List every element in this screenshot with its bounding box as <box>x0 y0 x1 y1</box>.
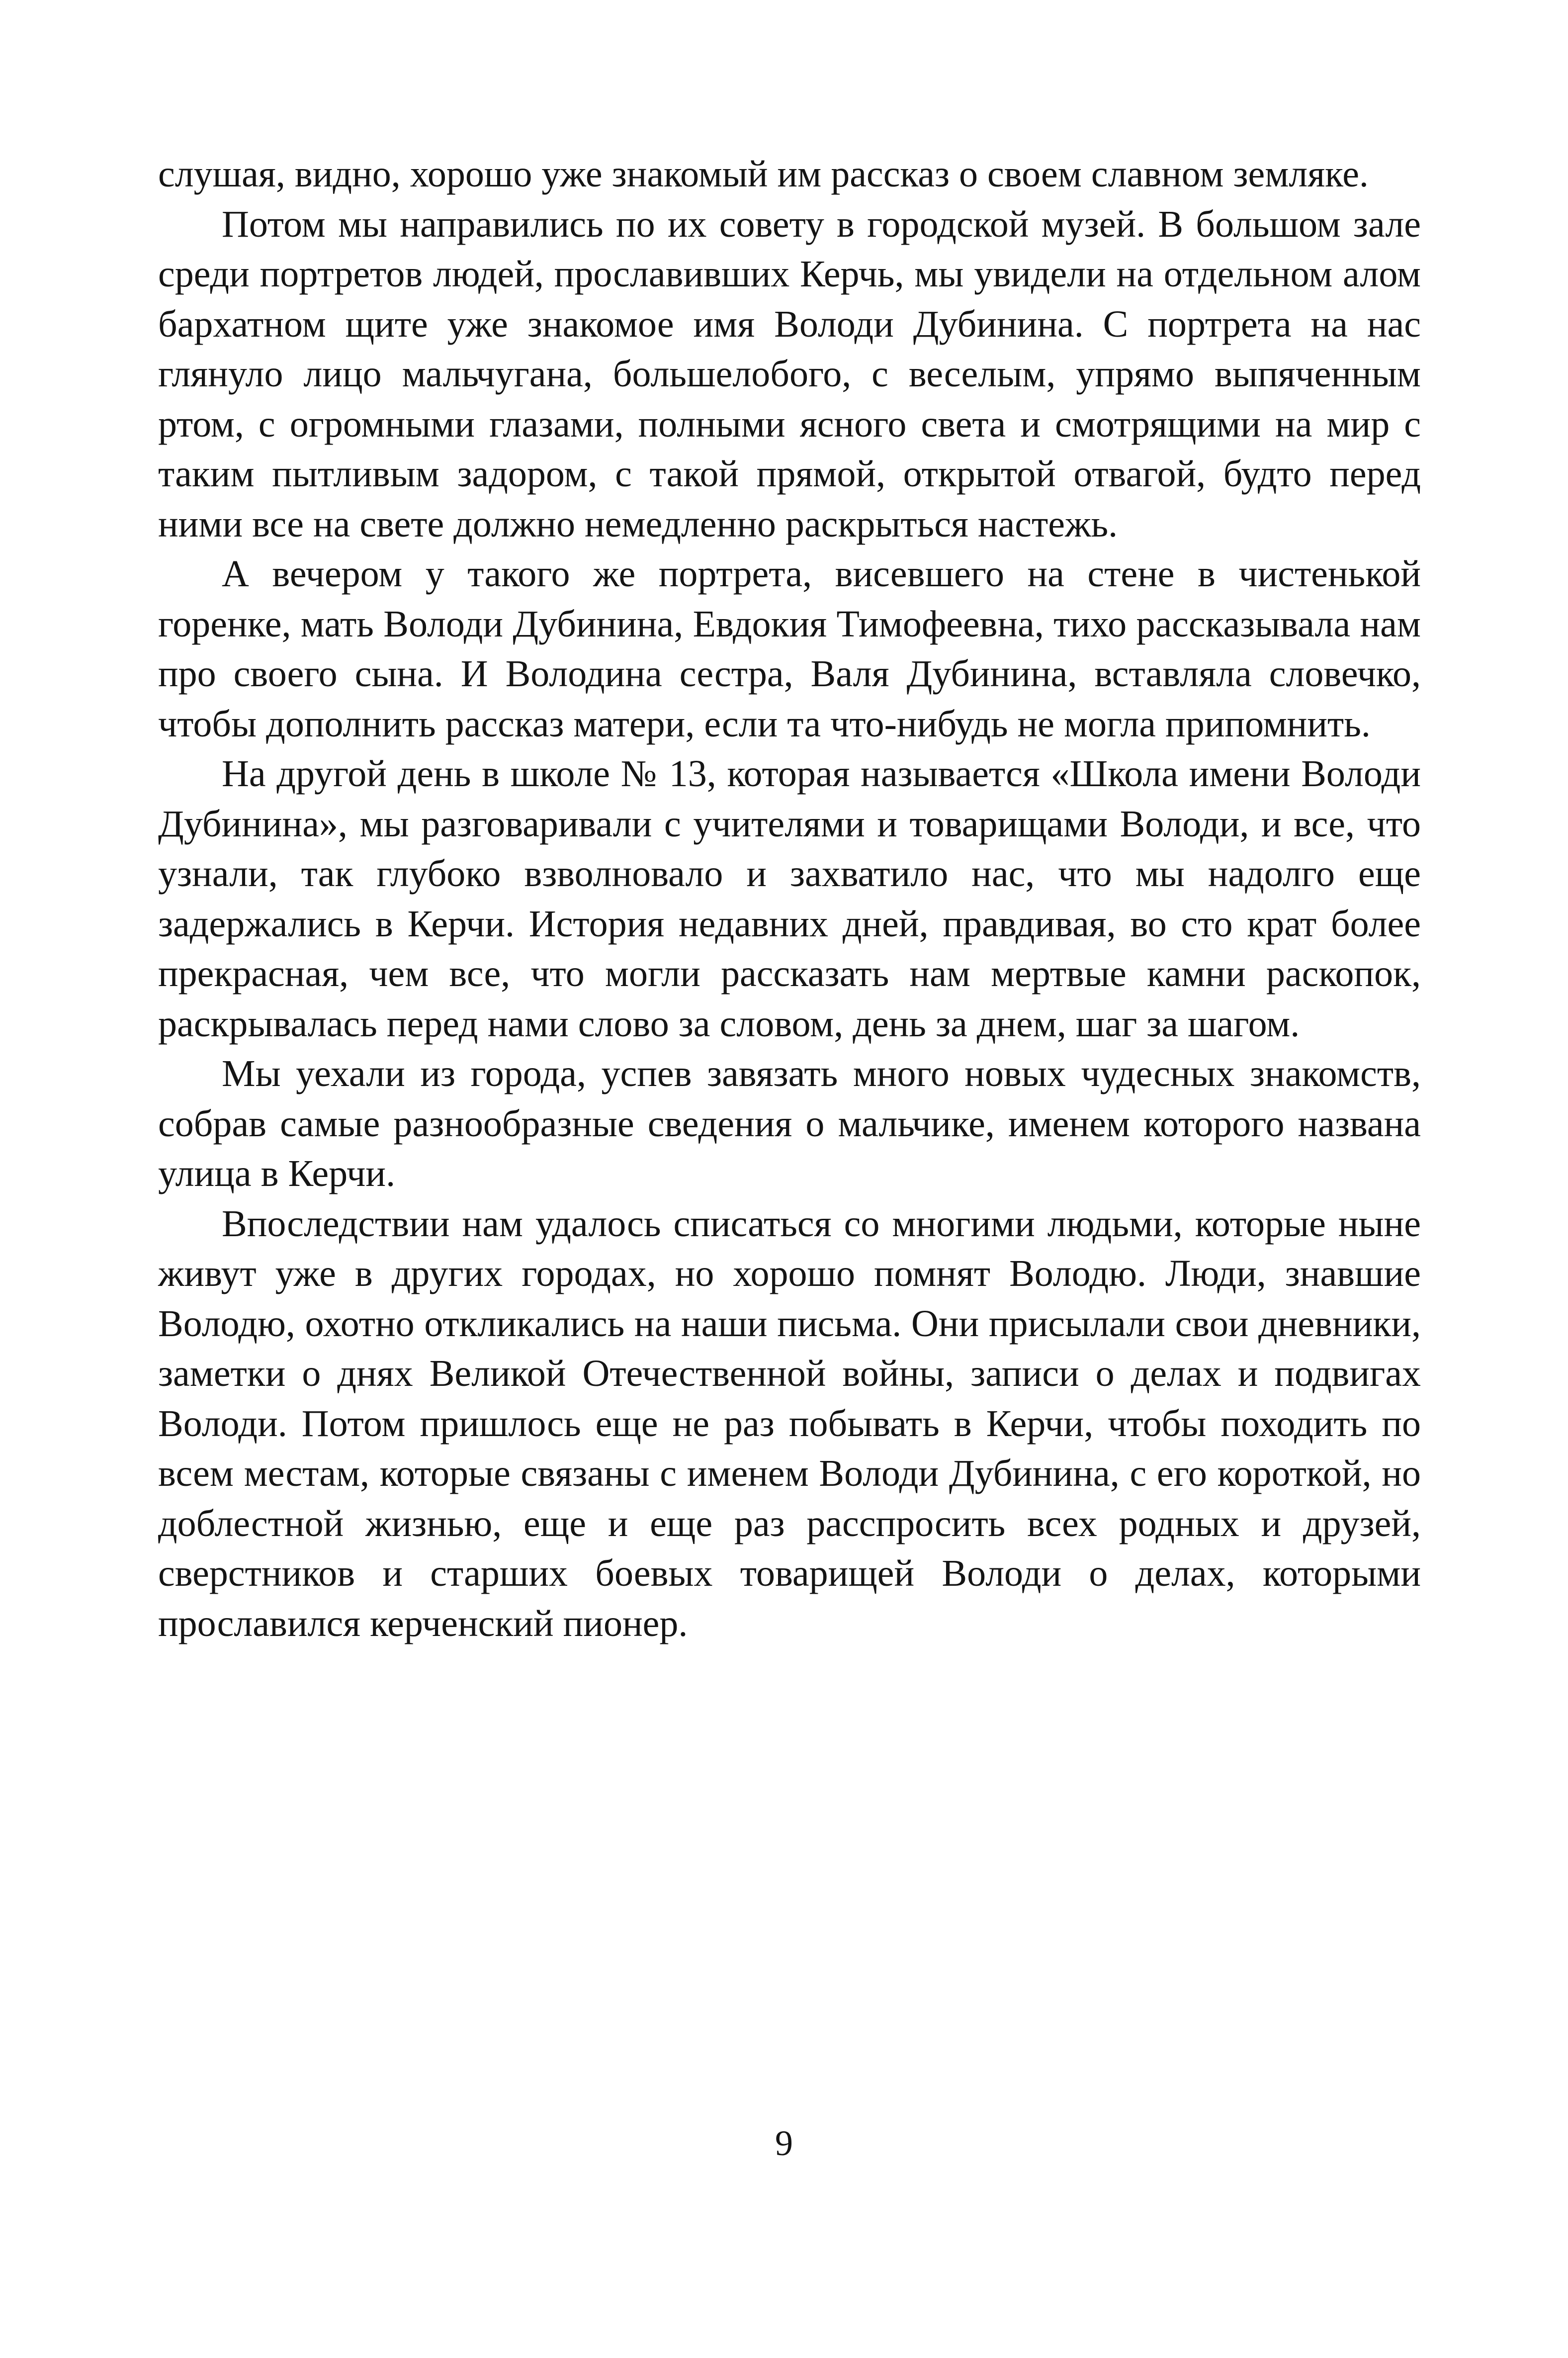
paragraph: Мы уехали из города, успев завязать много новых чудесных знакомств, собрав самые разнообразные сведения о мальчике, именем которого названа улица в Керчи. <box>158 1053 1421 1194</box>
paragraph: Впоследствии нам удалось списаться со многими людьми, которые ныне живут уже в других городах, но хорошо помнят Володю. Люди, знавшие Володю, охотно откликались на наши письма. Они присылали свои дневники, заметки о днях Великой Отечественной войны, записи о делах и подвигах Володи. Потом пришлось еще не раз побывать в Керчи, чтобы походить по всем местам, которые связаны с именем Володи Дубинина, с его короткой, но доблестной жизнью, еще и еще раз расспросить всех родных и друзей, сверстников и старших боевых товарищей Володи о делах, которыми прославился керченский пионер. <box>158 1202 1421 1644</box>
page-number: 9 <box>775 2123 793 2163</box>
paragraph: На другой день в школе № 13, которая называется «Школа имени Володи Дубинина», мы разговаривали с учителями и товарищами Володи, и все, что узнали, так глубоко взволновало и захватило нас, что мы надолго еще задержались в Керчи. История недавних дней, правдивая, во сто крат более прекрасная, чем все, что могли рассказать нам мертвые камни раскопок, раскрывалась перед нами слово за словом, день за днем, шаг за шагом. <box>158 753 1421 1045</box>
paragraph: слушая, видно, хорошо уже знакомый им рассказ о своем славном земляке. <box>158 153 1369 195</box>
paragraph: А вечером у такого же портрета, висевшего на стене в чистенькой горенке, мать Володи Дубинина, Евдокия Тимофеевна, тихо рассказывала нам про своего сына. И Володина сестра, Валя Дубинина, вставляла словечко, чтобы дополнить рассказ матери, если та что-нибудь не могла припомнить. <box>158 553 1421 745</box>
page-body <box>158 149 1421 1648</box>
paragraph: Потом мы направились по их совету в городской музей. В большом зале среди портретов людей, прославивших Керчь, мы увидели на отдельном алом бархатном щите уже знакомое имя Володи Дубинина. С портрета на нас глянуло лицо мальчугана, большелобого, с веселым, упрямо выпяченным ртом, с огромными глазами, полными ясного света и смотрящими на мир с таким пытливым задором, с такой прямой, открытой отвагой, будто перед ними все на свете должно немедленно раскрыться настежь. <box>158 203 1421 545</box>
